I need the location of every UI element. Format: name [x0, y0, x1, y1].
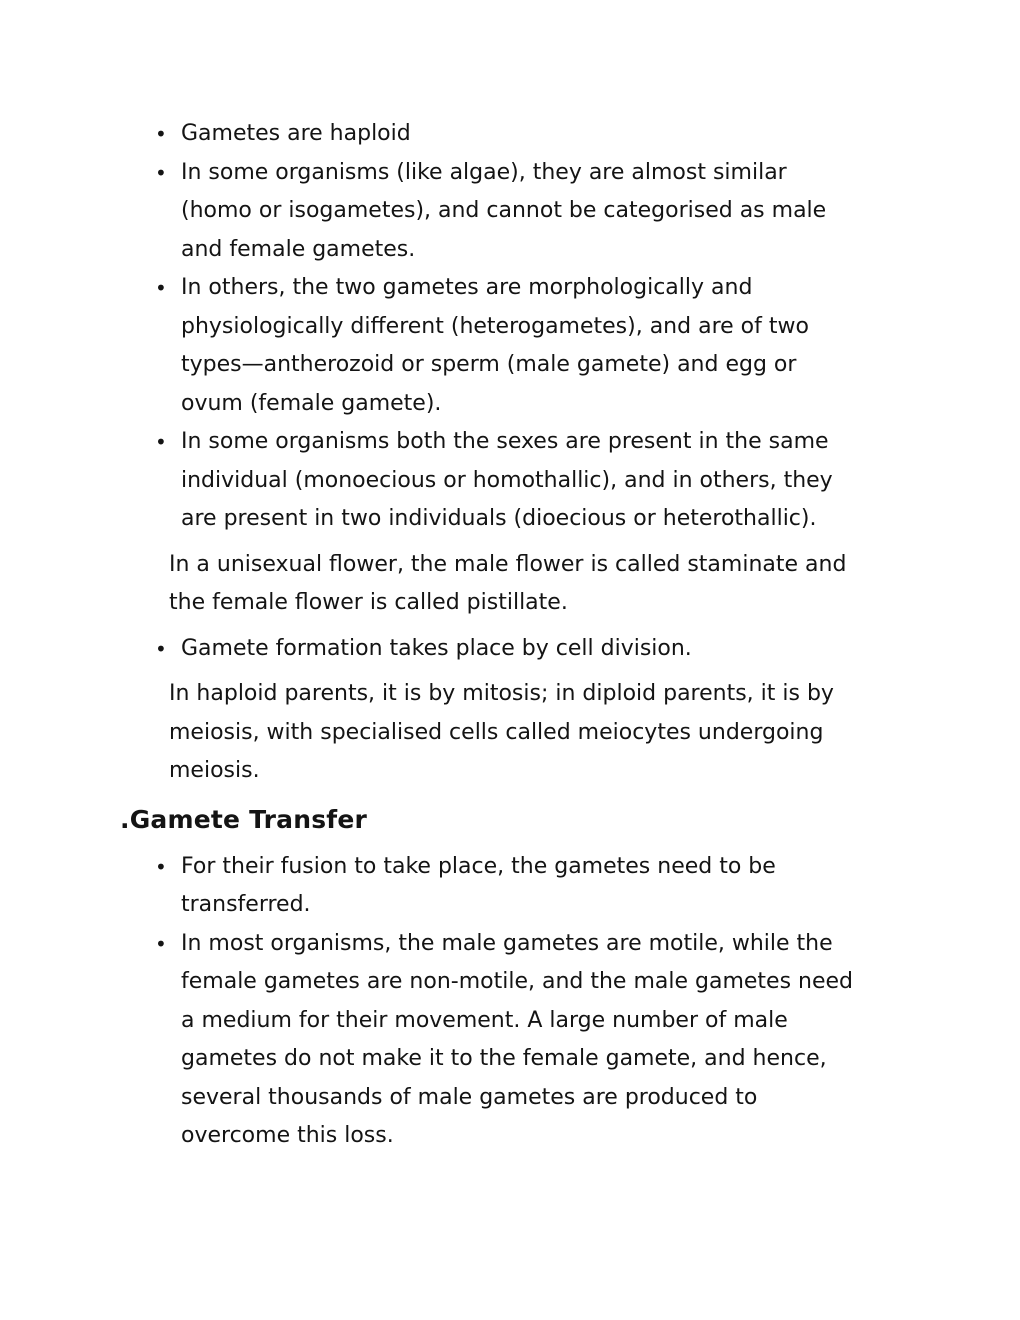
text-line: and female gametes.: [181, 236, 416, 262]
text-lines: [181, 423, 833, 539]
text-lines: [181, 925, 853, 1156]
bullet-marker-icon: •: [155, 430, 167, 454]
bullet-item: [120, 115, 980, 154]
section-heading: [120, 800, 980, 840]
text-lines: [181, 630, 692, 669]
text-line: meiosis.: [169, 758, 260, 783]
text-line: types—antherozoid or sperm (male gamete) and egg or: [181, 352, 797, 377]
bullet-item: [120, 269, 980, 423]
text-line: meiosis, with specialised cells called meiocytes undergoing: [169, 719, 824, 745]
text-lines: [120, 800, 980, 840]
text-line: Gamete formation takes place by cell division.: [181, 635, 692, 661]
text-line: In some organisms both the sexes are present in the same: [181, 429, 829, 454]
text-line: In a unisexual flower, the male flower is called staminate and: [169, 551, 847, 577]
text-line: gametes do not make it to the female gamete, and hence,: [181, 1046, 827, 1071]
text-line: are present in two individuals (dioecious or heterothallic).: [181, 506, 817, 531]
bullet-marker-icon: •: [155, 276, 167, 300]
paragraph: [120, 675, 980, 791]
text-line: overcome this loss.: [181, 1123, 394, 1148]
bullet-marker-icon: •: [155, 122, 167, 146]
text-line: several thousands of male gametes are produced to: [181, 1084, 758, 1110]
text-lines: [181, 115, 411, 154]
text-lines: [181, 848, 776, 925]
text-lines: [169, 546, 980, 623]
bullet-item: [120, 925, 980, 1156]
bullet-marker-icon: •: [155, 160, 167, 185]
bullet-marker-icon: •: [155, 854, 167, 879]
bullet-item: [120, 630, 980, 669]
text-line: female gametes are non-motile, and the male gametes need: [181, 969, 854, 994]
text-line: transferred.: [181, 892, 311, 917]
text-line: individual (monoecious or homothallic), and in others, they: [181, 467, 833, 493]
text-line: a medium for their movement. A large number of male: [181, 1007, 788, 1033]
bullet-item: [120, 154, 980, 270]
text-lines: [181, 154, 826, 270]
text-line: In most organisms, the male gametes are motile, while the: [181, 930, 833, 956]
text-line: ovum (female gamete).: [181, 390, 442, 416]
text-line: the female flower is called pistillate.: [169, 590, 568, 615]
text-line: In haploid parents, it is by mitosis; in diploid parents, it is by: [169, 681, 834, 706]
text-line: For their fusion to take place, the gametes need to be: [181, 853, 776, 879]
text-line: (homo or isogametes), and cannot be categorised as male: [181, 198, 827, 223]
text-line: In others, the two gametes are morphologically and: [181, 275, 753, 300]
bullet-item: [120, 423, 980, 539]
bullet-marker-icon: •: [155, 636, 167, 661]
text-line: physiologically different (heterogametes), and are of two: [181, 313, 809, 339]
text-line: In some organisms (like algae), they are almost similar: [181, 159, 787, 185]
text-lines: [169, 675, 980, 791]
text-line: Gametes are haploid: [181, 121, 411, 146]
bullet-item: [120, 848, 980, 925]
paragraph: [120, 546, 980, 623]
bullet-marker-icon: •: [155, 931, 167, 956]
text-lines: [181, 269, 809, 423]
section-heading-text: .Gamete Transfer: [120, 804, 368, 834]
